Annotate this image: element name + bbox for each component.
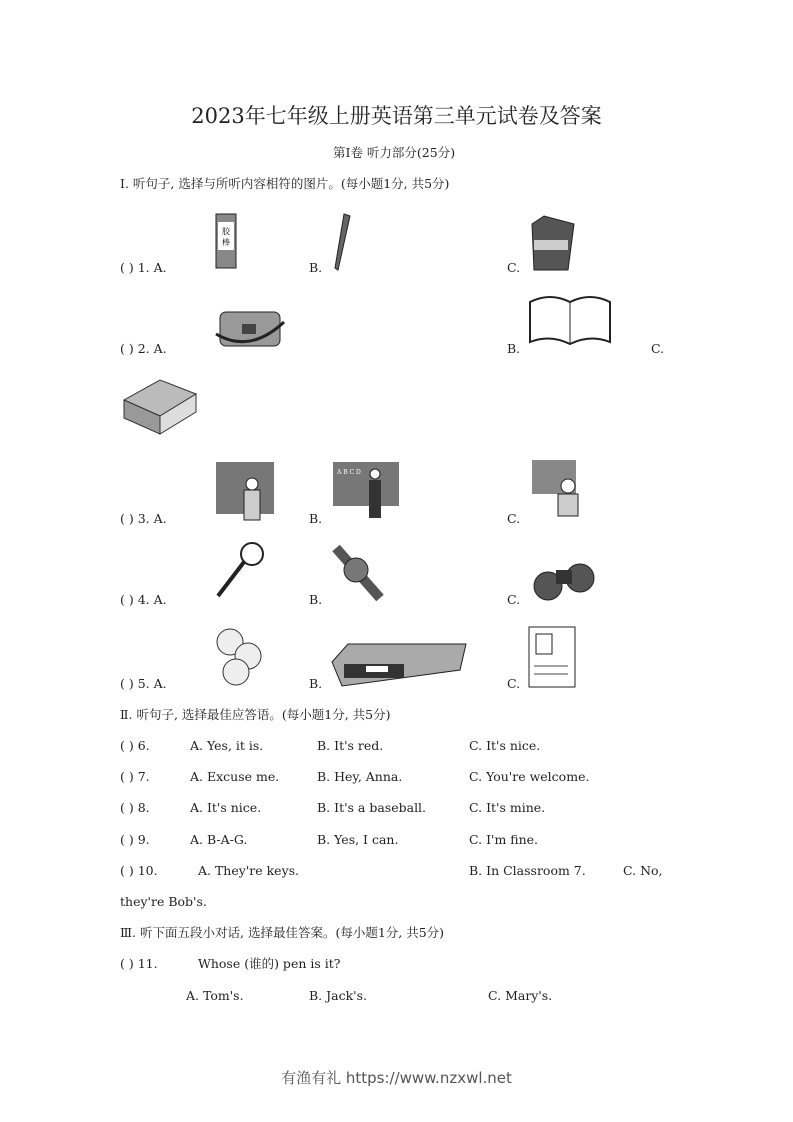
q11-option-b: B. Jack's. — [309, 988, 367, 1003]
section-subtitle: 第Ⅰ卷 听力部分(25分) — [333, 145, 456, 160]
section1-heading: Ⅰ. 听句子, 选择与所听内容相符的图片。(每小题1分, 共5分) — [120, 176, 450, 191]
q8-number: ( ) 8. — [120, 800, 150, 815]
q5-option-c: C. — [507, 676, 521, 691]
q2-number: ( ) 2. A. — [120, 341, 167, 356]
q10-option-b: B. In Classroom 7. — [469, 863, 586, 878]
q10-number: ( ) 10. — [120, 863, 158, 878]
id-card-image — [528, 626, 576, 688]
teacher-blackboard-image — [216, 462, 274, 522]
schoolbag-image — [212, 304, 288, 352]
pen-image — [330, 212, 354, 274]
q5-option-b: B. — [309, 676, 323, 691]
q4-number: ( ) 4. A. — [120, 592, 167, 607]
cds-image — [214, 626, 268, 690]
q1-option-c: C. — [507, 260, 521, 275]
section3-heading: Ⅲ. 听下面五段小对话, 选择最佳答案。(每小题1分, 共5分) — [120, 925, 445, 940]
q9-option-c: C. I'm fine. — [469, 832, 539, 847]
q1-option-b: B. — [309, 260, 323, 275]
q4-option-b: B. — [309, 592, 323, 607]
q11-option-a: A. Tom's. — [186, 988, 244, 1003]
glue-stick-image — [214, 212, 238, 270]
teacher-pointing-image — [532, 460, 588, 520]
q10-option-c-continued: they're Bob's. — [120, 894, 207, 909]
q6-number: ( ) 6. — [120, 738, 150, 753]
q10-option-c: C. No, — [623, 863, 663, 878]
q6-option-a: A. Yes, it is. — [190, 738, 264, 753]
q7-option-a: A. Excuse me. — [190, 769, 280, 784]
teacher-abcd-image — [333, 462, 399, 520]
q11-option-c: C. Mary's. — [488, 988, 553, 1003]
q10-option-a: A. They're keys. — [198, 863, 300, 878]
q4-option-c: C. — [507, 592, 521, 607]
q2-option-c: C. — [651, 341, 665, 356]
key-image — [212, 540, 268, 602]
q3-option-c: C. — [507, 511, 521, 526]
dictionary-image — [120, 376, 200, 438]
q1-number: ( ) 1. A. — [120, 260, 167, 275]
svg-text:A B C D: A B C D — [337, 469, 361, 476]
binoculars-image — [530, 554, 600, 604]
q8-option-b: B. It's a baseball. — [317, 800, 427, 815]
eraser-image — [528, 214, 578, 272]
q7-option-c: C. You're welcome. — [469, 769, 590, 784]
open-book-image — [526, 292, 614, 350]
q11-question: Whose (谁的) pen is it? — [198, 956, 341, 971]
q8-option-a: A. It's nice. — [190, 800, 262, 815]
q2-option-b: B. — [507, 341, 521, 356]
svg-text:胶: 胶 — [222, 227, 230, 236]
page-title: 2023年七年级上册英语第三单元试卷及答案 — [191, 104, 602, 128]
q7-option-b: B. Hey, Anna. — [317, 769, 403, 784]
q3-option-b: B. — [309, 511, 323, 526]
watch-image — [330, 542, 386, 604]
q6-option-b: B. It's red. — [317, 738, 384, 753]
cd-player-image — [330, 640, 468, 690]
q6-option-c: C. It's nice. — [469, 738, 541, 753]
q7-number: ( ) 7. — [120, 769, 150, 784]
section2-heading: Ⅱ. 听句子, 选择最佳应答语。(每小题1分, 共5分) — [120, 707, 391, 722]
footer-watermark: 有渔有礼 https://www.nzxwl.net — [281, 1069, 512, 1087]
q8-option-c: C. It's mine. — [469, 800, 546, 815]
q3-number: ( ) 3. A. — [120, 511, 167, 526]
q5-number: ( ) 5. A. — [120, 676, 167, 691]
q11-number: ( ) 11. — [120, 956, 158, 971]
svg-text:棒: 棒 — [222, 238, 230, 247]
q9-option-a: A. B-A-G. — [190, 832, 248, 847]
q9-option-b: B. Yes, I can. — [317, 832, 399, 847]
q9-number: ( ) 9. — [120, 832, 150, 847]
